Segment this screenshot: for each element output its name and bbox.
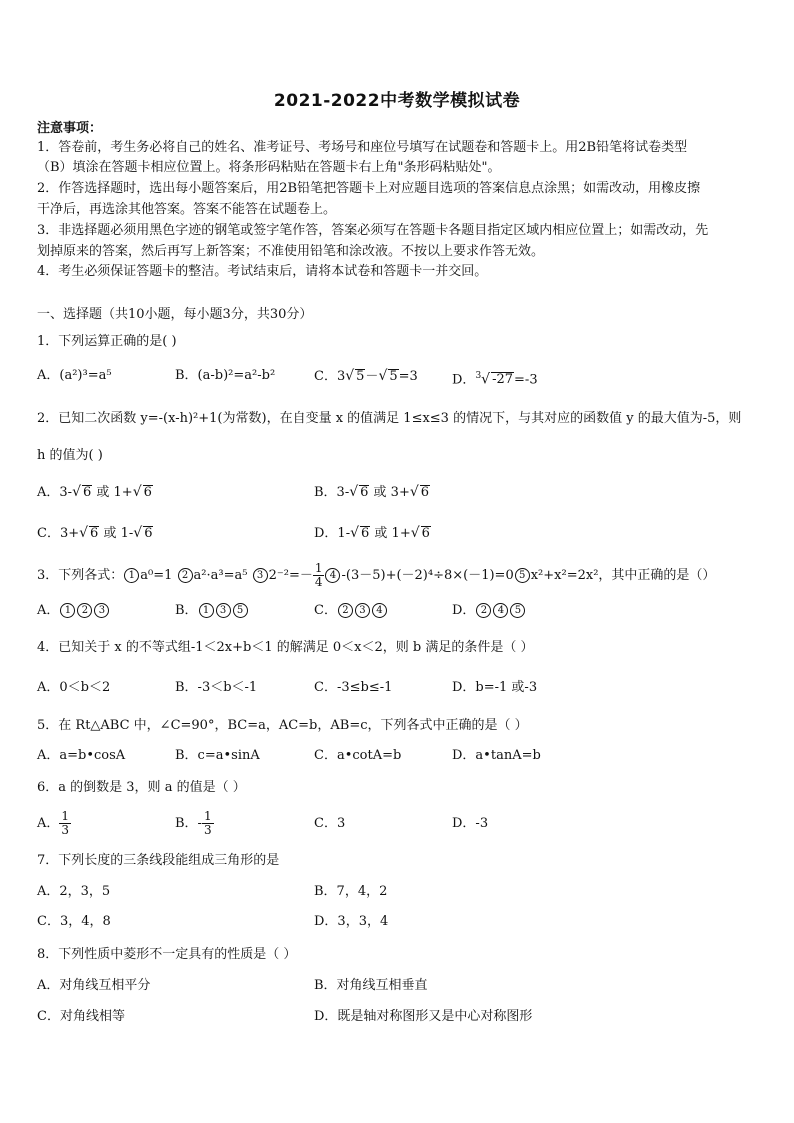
q8-option-a: A．对角线互相平分 xyxy=(37,978,151,993)
q1-c-radicand-2: 5 xyxy=(389,369,398,384)
q2-b-pre: B．3- xyxy=(314,485,350,500)
circled-number: 3 xyxy=(216,603,231,618)
q6-b-num: 1 xyxy=(203,809,212,823)
q3-expr-5: x²+x²=2x²，其中正确的是（） xyxy=(530,568,716,583)
q3-expr-3: 2⁻²=－ xyxy=(268,568,313,583)
q2-d-mid: 或 1+ xyxy=(370,526,411,541)
question-2-stem-1: 2．已知二次函数 y=-(x-h)²+1(为常数)，在自变量 x 的值满足 1≤x≤3 的情况下，与其对应的函数值 y 的最大值为-5，则 xyxy=(37,411,742,426)
question-1-stem: 1．下列运算正确的是( ) xyxy=(37,334,177,349)
q6-b-label: B．- xyxy=(175,816,202,831)
q3-option-b xyxy=(175,601,249,621)
question-1-options xyxy=(37,366,759,386)
q4-option-b: B．-3＜b＜-1 xyxy=(175,680,258,695)
notice-line-5: 3．非选择题必须用黑色字迹的钢笔或签字笔作答，答案必须写在答题卡各题目指定区域内相应位置上；如需改动，先 xyxy=(37,223,709,238)
q2-b-radicand-1: 6 xyxy=(360,485,369,500)
q6-option-b xyxy=(175,806,214,842)
question-7-stem: 7．下列长度的三条线段能组成三角形的是 xyxy=(37,853,280,868)
q2-option-a xyxy=(37,482,153,503)
sqrt-icon: √ xyxy=(481,371,491,388)
question-8-stem: 8．下列性质中菱形不一定具有的性质是（ ） xyxy=(37,947,297,962)
q1-option-a: A．(a²)³=a⁵ xyxy=(37,368,112,383)
question-8-options-row-2 xyxy=(37,1007,759,1027)
q5-option-c: C．a•cotA=b xyxy=(314,748,402,763)
q4-option-c: C．-3≤b≤-1 xyxy=(314,680,393,695)
section-heading: 一、选择题（共10小题，每小题3分，共30分） xyxy=(37,307,313,322)
q3-fraction xyxy=(313,562,325,589)
q2-c-mid: 或 1- xyxy=(99,526,134,541)
notice-line-3: 2．作答选择题时，选出每小题答案后，用2B铅笔把答题卡上对应题目选项的答案信息点涂黑；如需改动，用橡皮擦 xyxy=(37,181,701,196)
circled-number: 4 xyxy=(493,603,508,618)
q3-frac-den: 4 xyxy=(314,575,323,589)
q1-d-root-index: 3 xyxy=(475,371,482,381)
question-5-options xyxy=(37,746,759,766)
q6-b-fraction xyxy=(202,810,214,837)
sqrt-icon: √ xyxy=(349,484,359,500)
q3-expr-4: -(3－5)+(－2)⁴÷8×(－1)=0 xyxy=(341,568,514,583)
q3-expr-2: a²·a³=a⁵ xyxy=(193,568,252,583)
circled-number: 3 xyxy=(355,603,370,618)
question-3-stem xyxy=(37,562,759,590)
notice-line-2: （B）填涂在答题卡相应位置上。将条形码粘贴在答题卡右上角"条形码粘贴处"。 xyxy=(37,160,501,175)
sqrt-icon: √ xyxy=(409,484,419,500)
q8-option-b: B．对角线互相垂直 xyxy=(314,978,428,993)
q6-a-den: 3 xyxy=(61,823,70,837)
question-6-options xyxy=(37,806,759,842)
notice-line-1: 1．答卷前，考生务必将自己的姓名、准考证号、考场号和座位号填写在试题卷和答题卡上。用2B铅笔将试卷类型 xyxy=(37,140,688,155)
question-2-options-row-1 xyxy=(37,482,759,502)
q2-option-c xyxy=(37,523,153,544)
q1-d-result: =-3 xyxy=(514,372,538,388)
q6-option-c: C．3 xyxy=(314,816,346,831)
q5-option-d: D．a•tanA=b xyxy=(452,748,541,763)
question-2-stem-2: h 的值为( ) xyxy=(37,448,103,463)
q7-option-b: B．7，4，2 xyxy=(314,884,388,899)
q3-a-label: A． xyxy=(37,603,60,618)
sqrt-icon: √ xyxy=(350,525,360,541)
notice-line-6: 划掉原来的答案，然后再写上新答案；不准使用铅笔和涂改液。不按以上要求作答无效。 xyxy=(37,244,545,259)
sqrt-icon: √ xyxy=(410,525,420,541)
q3-option-c xyxy=(314,601,388,621)
circled-number: 2 xyxy=(338,603,353,618)
q2-c-radicand-1: 6 xyxy=(90,526,99,541)
sqrt-icon: √ xyxy=(132,484,142,500)
q3-stem-pre: 3．下列各式： xyxy=(37,568,124,583)
q1-c-coef: C．3 xyxy=(314,369,346,384)
q6-a-fraction xyxy=(59,810,71,837)
question-3-options xyxy=(37,601,759,621)
q2-a-radicand-1: 6 xyxy=(82,485,92,500)
q2-d-pre: D．1- xyxy=(314,526,351,541)
q2-option-d xyxy=(314,523,431,544)
page-title: 2021-2022中考数学模拟试卷 xyxy=(273,91,521,111)
q2-c-pre: C．3+ xyxy=(37,526,80,541)
q3-d-label: D． xyxy=(452,603,476,618)
q2-a-pre: A．3- xyxy=(37,485,73,500)
q2-c-radicand-2: 6 xyxy=(144,526,153,541)
q4-option-d: D．b=-1 或-3 xyxy=(452,680,538,695)
circled-number: 2 xyxy=(476,603,491,618)
q2-d-radicand-2: 6 xyxy=(421,526,430,541)
circled-number-2: 2 xyxy=(178,568,193,583)
circled-number-3: 3 xyxy=(253,568,268,583)
question-5-stem: 5．在 Rt△ABC 中，∠C=90°，BC=a，AC=b，AB=c，下列各式中正确的是（ ） xyxy=(37,718,528,733)
q3-option-d xyxy=(452,601,526,621)
q2-a-radicand-2: 6 xyxy=(143,485,152,500)
question-4-stem: 4．已知关于 x 的不等式组-1＜2x+b＜1 的解满足 0＜x＜2，则 b 满足的条件是（ ） xyxy=(37,640,534,655)
notice-line-7: 4．考生必须保证答题卡的整洁。考试结束后，请将本试卷和答题卡一并交回。 xyxy=(37,264,488,279)
q7-option-d: D．3，3，4 xyxy=(314,914,389,929)
q3-option-a xyxy=(37,601,110,621)
notice-heading: 注意事项： xyxy=(37,121,103,136)
circled-number: 5 xyxy=(233,603,248,618)
q1-option-c xyxy=(314,366,418,387)
q3-b-label: B． xyxy=(175,603,198,618)
q1-c-minus: － xyxy=(365,369,379,384)
circled-number: 3 xyxy=(94,603,109,618)
q7-option-a: A．2，3，5 xyxy=(37,884,111,899)
sqrt-icon: √ xyxy=(133,525,143,541)
q6-a-label: A． xyxy=(37,816,60,831)
q2-a-mid: 或 1+ xyxy=(92,485,133,500)
q4-option-a: A．0＜b＜2 xyxy=(37,680,111,695)
question-7-options-row-2 xyxy=(37,912,759,932)
q8-option-d: D．既是轴对称图形又是中心对称图形 xyxy=(314,1009,533,1024)
question-8-options-row-1 xyxy=(37,976,759,996)
notice-line-4: 干净后，再选涂其他答案。答案不能答在试题卷上。 xyxy=(37,202,337,217)
q3-frac-num: 1 xyxy=(314,561,323,575)
circled-number-1: 1 xyxy=(124,568,139,583)
q3-c-label: C． xyxy=(314,603,337,618)
q7-option-c: C．3，4，8 xyxy=(37,914,111,929)
sqrt-icon: √ xyxy=(345,368,355,384)
circled-number: 5 xyxy=(510,603,525,618)
q1-option-b: B．(a-b)²=a²-b² xyxy=(175,368,276,383)
circled-number: 4 xyxy=(372,603,387,618)
circled-number-5: 5 xyxy=(515,568,530,583)
q1-c-result: =3 xyxy=(398,369,418,384)
circled-number-4: 4 xyxy=(325,568,340,583)
q2-b-radicand-2: 6 xyxy=(420,485,430,500)
q6-option-a xyxy=(37,806,71,842)
q1-option-d xyxy=(452,366,538,390)
sqrt-icon: √ xyxy=(79,525,89,541)
q6-a-num: 1 xyxy=(61,809,70,823)
circled-number: 1 xyxy=(60,603,75,618)
circled-number: 1 xyxy=(199,603,214,618)
q2-d-radicand-1: 6 xyxy=(361,526,370,541)
q2-option-b xyxy=(314,482,430,503)
sqrt-icon: √ xyxy=(72,484,81,500)
q1-c-radicand-1: 5 xyxy=(356,369,365,384)
sqrt-icon: √ xyxy=(378,368,388,384)
q6-option-d: D．-3 xyxy=(452,816,489,831)
question-4-options xyxy=(37,678,759,698)
circled-number: 2 xyxy=(77,603,92,618)
q5-option-a: A．a=b•cosA xyxy=(37,748,126,763)
q1-d-label: D． xyxy=(452,372,476,388)
question-2-options-row-2 xyxy=(37,523,759,543)
question-6-stem: 6．a 的倒数是 3，则 a 的值是（ ） xyxy=(37,780,246,795)
q3-expr-1: a⁰=1 xyxy=(140,568,177,583)
question-7-options-row-1 xyxy=(37,882,759,902)
q1-d-radicand: -27 xyxy=(492,372,514,388)
q5-option-b: B．c=a•sinA xyxy=(175,748,260,763)
q8-option-c: C．对角线相等 xyxy=(37,1009,125,1024)
q6-b-den: 3 xyxy=(203,823,212,837)
q2-b-mid: 或 3+ xyxy=(369,485,410,500)
